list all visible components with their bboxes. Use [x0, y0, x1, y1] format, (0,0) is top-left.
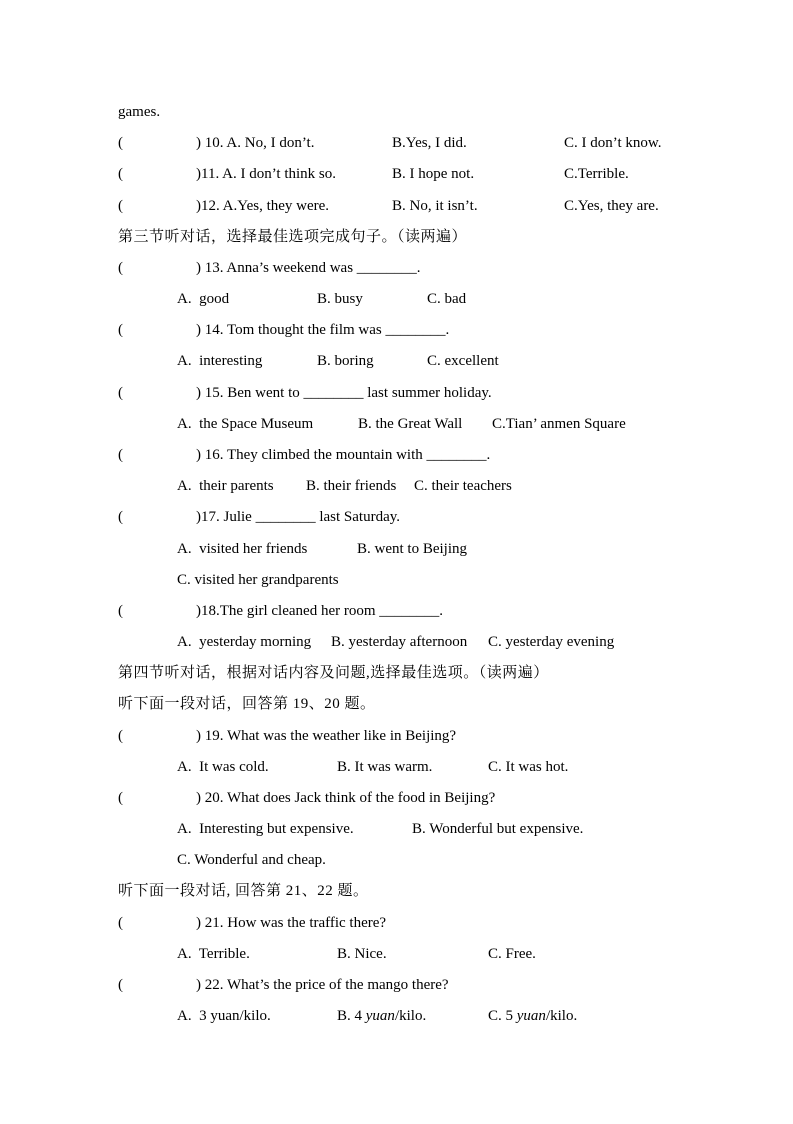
- answer-paren: (: [118, 198, 123, 214]
- q13-option-b: B. busy: [317, 291, 363, 307]
- continuation-text: games.: [118, 104, 161, 120]
- answer-paren: (: [118, 135, 123, 151]
- q22-option-a: A. 3 yuan/kilo.: [177, 1008, 271, 1024]
- row-section4-header: [0, 661, 793, 685]
- q22-option-c-suffix: /kilo.: [545, 1008, 578, 1024]
- q22-option-b-yuan-italic: yuan: [365, 1008, 395, 1024]
- answer-paren: (: [118, 790, 123, 806]
- q13-stem: ) 13. Anna’s weekend was ________.: [196, 260, 421, 276]
- row-q14-stem: [0, 318, 793, 342]
- row-q18-options: [0, 630, 793, 654]
- row-q20-stem: [0, 786, 793, 810]
- q22-option-c-prefix: C. 5: [488, 1008, 517, 1024]
- q22-option-b-prefix: B. 4: [337, 1008, 366, 1024]
- q11-option-b: B. I hope not.: [392, 166, 475, 182]
- q10-stem-and-option-a: ) 10. A. No, I don’t.: [196, 135, 315, 151]
- q20-option-a: A. Interesting but expensive.: [177, 821, 354, 837]
- q15-option-a: A. the Space Museum: [177, 416, 314, 432]
- row-q19-options: [0, 755, 793, 779]
- row-q21-options: [0, 942, 793, 966]
- q19-option-a: A. It was cold.: [177, 759, 269, 775]
- row-q14-options: [0, 349, 793, 373]
- q19-option-c: C. It was hot.: [488, 759, 569, 775]
- answer-paren: (: [118, 447, 123, 463]
- q16-option-a: A. their parents: [177, 478, 274, 494]
- q21-option-a: A. Terrible.: [177, 946, 250, 962]
- q20-option-c: C. Wonderful and cheap.: [177, 852, 326, 868]
- answer-paren: (: [118, 322, 123, 338]
- q18-stem: )18.The girl cleaned her room ________.: [196, 603, 444, 619]
- row-q17-options-ab: [0, 537, 793, 561]
- row-q20-option-c: [0, 848, 793, 872]
- row-dialog-19-20-intro: [0, 692, 793, 716]
- row-dialog-21-22-intro: [0, 879, 793, 903]
- q17-option-b: B. went to Beijing: [357, 541, 467, 557]
- q15-option-b: B. the Great Wall: [358, 416, 463, 432]
- q22-option-c-yuan-italic: yuan: [516, 1008, 546, 1024]
- q11-stem-and-option-a: )11. A. I don’t think so.: [196, 166, 337, 182]
- q20-option-b: B. Wonderful but expensive.: [412, 821, 584, 837]
- q10-option-c: C. I don’t know.: [564, 135, 662, 151]
- row-q16-options: [0, 474, 793, 498]
- row-games-continuation: [0, 100, 793, 124]
- q12-option-b: B. No, it isn’t.: [392, 198, 478, 214]
- dialog-21-22-intro-text: 听下面一段对话, 回答第 21、22 题。: [118, 883, 369, 899]
- answer-paren: (: [118, 603, 123, 619]
- q16-stem: ) 16. They climbed the mountain with ________.: [196, 447, 491, 463]
- section3-header-text: 第三节听对话，选择最佳选项完成句子。（读两遍）: [118, 229, 468, 245]
- answer-paren: (: [118, 385, 123, 401]
- row-q17-stem: [0, 505, 793, 529]
- q12-stem-and-option-a: )12. A.Yes, they were.: [196, 198, 330, 214]
- q13-option-a: A. good: [177, 291, 230, 307]
- row-q22-stem: [0, 973, 793, 997]
- q14-option-c: C. excellent: [427, 353, 499, 369]
- section4-header-text: 第四节听对话，根据对话内容及问题,选择最佳选项。（读两遍）: [118, 665, 549, 681]
- row-q15-stem: [0, 381, 793, 405]
- dialog-19-20-intro-text: 听下面一段对话，回答第 19、20 题。: [118, 696, 376, 712]
- answer-paren: (: [118, 260, 123, 276]
- row-q10: [0, 131, 793, 155]
- row-q12: [0, 194, 793, 218]
- row-q21-stem: [0, 911, 793, 935]
- row-q22-options: [0, 1004, 793, 1028]
- q11-option-c: C.Terrible.: [564, 166, 629, 182]
- q15-stem: ) 15. Ben went to ________ last summer holiday.: [196, 385, 492, 401]
- row-q17-option-c: [0, 568, 793, 592]
- q18-option-c: C. yesterday evening: [488, 634, 615, 650]
- q22-option-b: [337, 1004, 426, 1028]
- q20-stem: ) 20. What does Jack think of the food in Beijing?: [196, 790, 496, 806]
- row-q18-stem: [0, 599, 793, 623]
- row-q19-stem: [0, 724, 793, 748]
- q19-option-b: B. It was warm.: [337, 759, 433, 775]
- answer-paren: (: [118, 166, 123, 182]
- q17-option-c: C. visited her grandparents: [177, 572, 339, 588]
- q21-option-c: C. Free.: [488, 946, 536, 962]
- q10-option-b: B.Yes, I did.: [392, 135, 467, 151]
- row-q16-stem: [0, 443, 793, 467]
- q22-option-c: [488, 1004, 577, 1028]
- q14-option-a: A. interesting: [177, 353, 263, 369]
- q17-option-a: A. visited her friends: [177, 541, 308, 557]
- q16-option-b: B. their friends: [306, 478, 397, 494]
- q14-option-b: B. boring: [317, 353, 374, 369]
- row-section3-header: [0, 225, 793, 249]
- row-q13-stem: [0, 256, 793, 280]
- answer-paren: (: [118, 915, 123, 931]
- q17-stem: )17. Julie ________ last Saturday.: [196, 509, 401, 525]
- q18-option-a: A. yesterday morning: [177, 634, 312, 650]
- row-q15-options: [0, 412, 793, 436]
- row-q13-options: [0, 287, 793, 311]
- q12-option-c: C.Yes, they are.: [564, 198, 659, 214]
- q21-option-b: B. Nice.: [337, 946, 387, 962]
- q22-option-b-suffix: /kilo.: [394, 1008, 427, 1024]
- q22-stem: ) 22. What’s the price of the mango there?: [196, 977, 449, 993]
- answer-paren: (: [118, 509, 123, 525]
- row-q11: [0, 162, 793, 186]
- q15-option-c: C.Tian’ anmen Square: [492, 416, 626, 432]
- q21-stem: ) 21. How was the traffic there?: [196, 915, 387, 931]
- q13-option-c: C. bad: [427, 291, 467, 307]
- q14-stem: ) 14. Tom thought the film was ________.: [196, 322, 450, 338]
- q19-stem: ) 19. What was the weather like in Beijing?: [196, 728, 457, 744]
- q18-option-b: B. yesterday afternoon: [331, 634, 468, 650]
- answer-paren: (: [118, 977, 123, 993]
- q16-option-c: C. their teachers: [414, 478, 512, 494]
- row-q20-options-ab: [0, 817, 793, 841]
- answer-paren: (: [118, 728, 123, 744]
